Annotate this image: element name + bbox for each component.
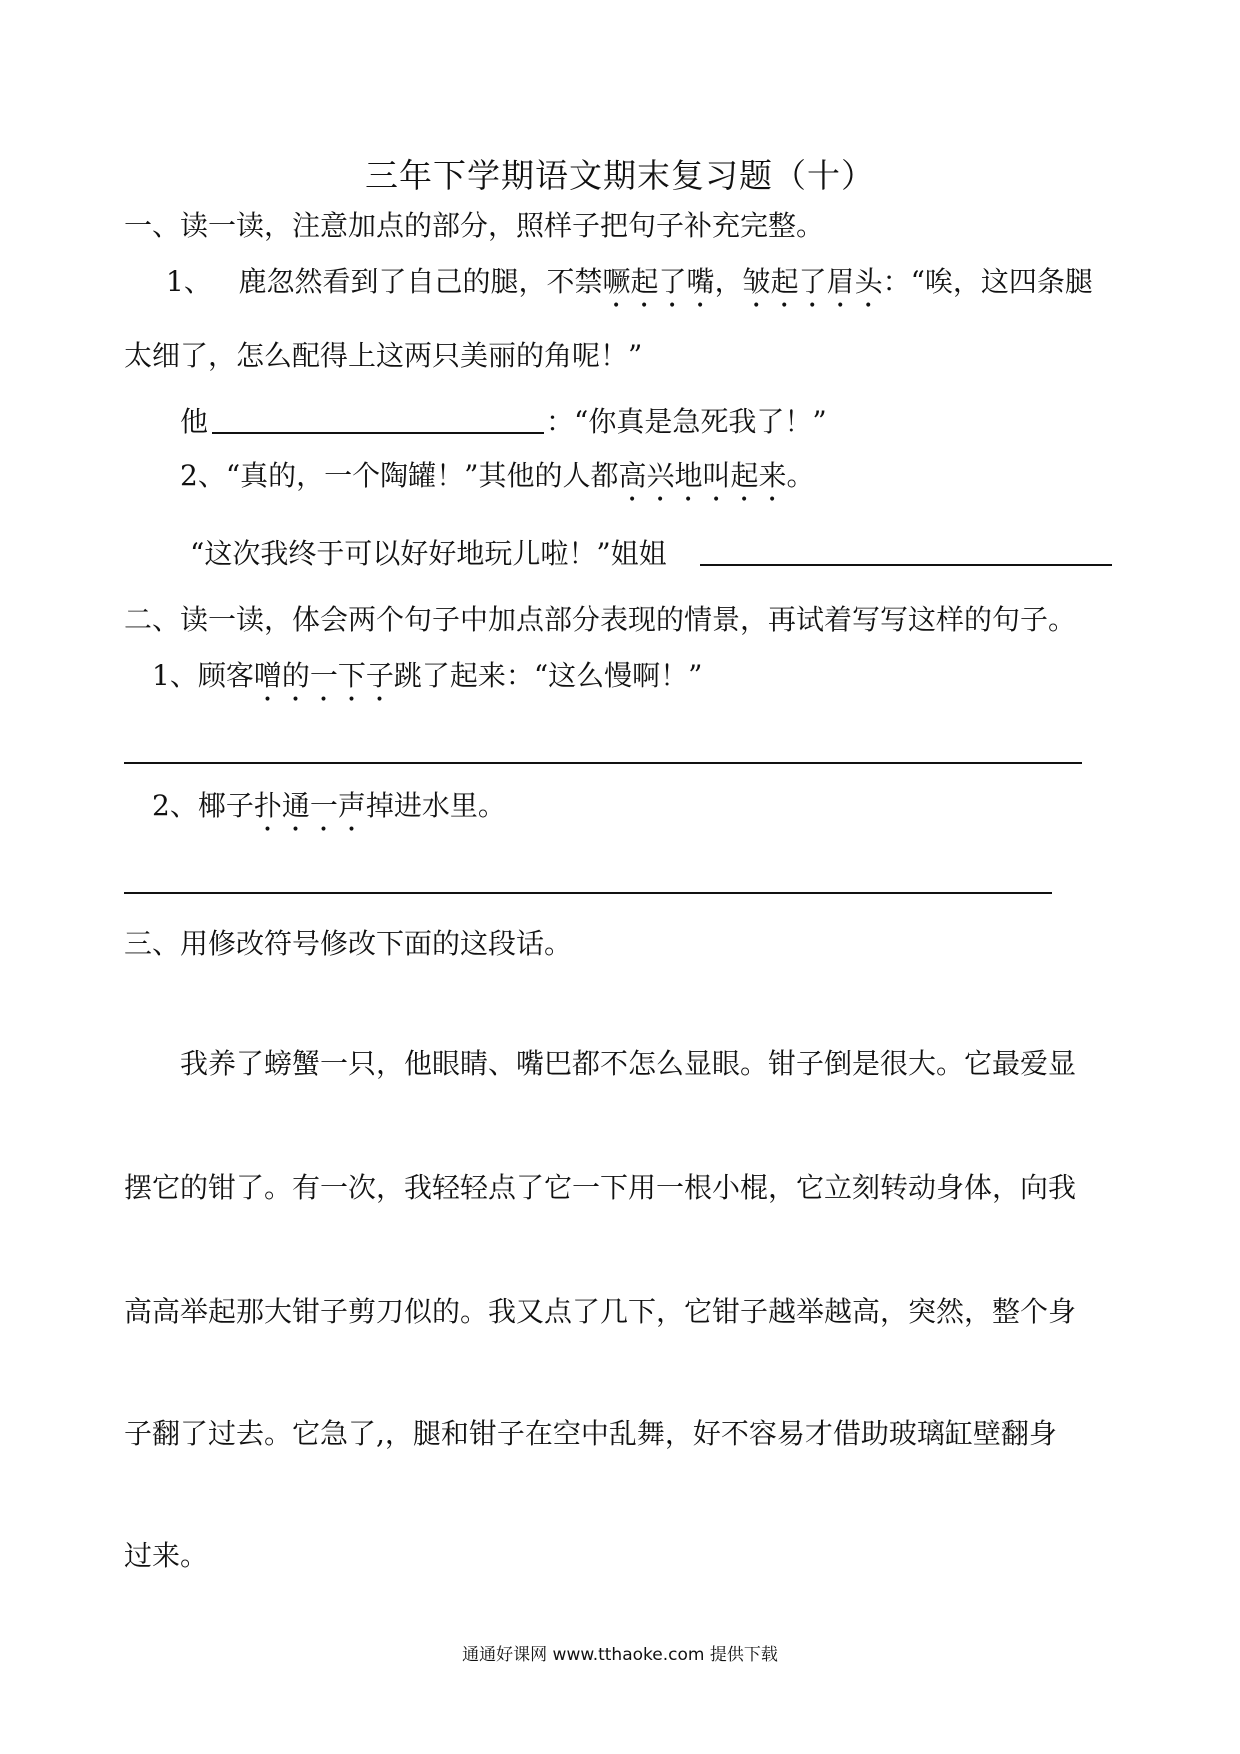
paragraph-line-4: 子翻了过去。它急了,，腿和钳子在空中乱舞，好不容易才借助玻璃缸壁翻身: [124, 1417, 1057, 1450]
section-1-heading: 一、读一读，注意加点的部分，照样子把句子补充完整。: [124, 209, 825, 242]
sentence-text: ，: [714, 265, 743, 298]
answer-line-2[interactable]: [124, 892, 1052, 894]
sentence-text: 1、顾客: [152, 659, 254, 692]
paragraph-line-1: 我养了螃蟹一只，他眼睛、嘴巴都不怎么显眼。钳子倒是很大。它最爱显: [180, 1047, 1077, 1080]
paragraph-line-2: 摆它的钳了。有一次，我轻轻点了它一下用一根小棍，它立刻转动身体，向我: [124, 1171, 1077, 1204]
section-2-heading: 二、读一读，体会两个句子中加点部分表现的情景，再试着写写这样的句子。: [124, 603, 1077, 636]
section-3-heading: 三、用修改符号修改下面的这段话。: [124, 927, 573, 960]
fill-in-sentence-2-text: “这次我终于可以好好地玩儿啦！”姐姐: [190, 537, 667, 570]
sentence-text: 掉进水里。: [365, 789, 506, 822]
section-1-item-1-line-2: 太细了，怎么配得上这两只美丽的角呢！”: [124, 339, 643, 372]
sentence-text: 跳了起来：“这么慢啊！”: [393, 659, 703, 692]
paragraph-line-3: 高高举起那大钳子剪刀似的。我又点了几下，它钳子越举越高，突然，整个身: [124, 1295, 1077, 1328]
section-1-item-2: [180, 456, 814, 508]
emphasized-text: 噌的一下子: [253, 659, 394, 692]
sentence-text: 鹿忽然看到了自己的腿，不禁: [238, 265, 603, 298]
section-1-item-1-line-1: [166, 262, 1093, 314]
page-footer: 通通好课网 www.tthaoke.com 提供下载: [462, 1645, 778, 1665]
item-number: 1、: [166, 265, 212, 298]
sentence-text: 2、“真的，一个陶罐！”其他的人都: [180, 459, 619, 492]
fill-in-sentence-1-label: 他: [180, 405, 209, 438]
emphasized-text: 高兴地叫起来: [618, 459, 787, 492]
answer-line-1[interactable]: [124, 762, 1082, 764]
sentence-text: 2、椰子: [152, 789, 254, 822]
fill-in-sentence-1-text: ：“你真是急死我了！”: [546, 405, 827, 438]
sentence-text: ：“唉，这四条腿: [882, 265, 1093, 298]
section-2-item-2: [152, 786, 506, 838]
paragraph-line-5: 过来。: [124, 1539, 209, 1572]
emphasized-text: 噘起了嘴: [602, 265, 715, 298]
emphasized-text: 扑通一声: [253, 789, 366, 822]
answer-blank-1[interactable]: [212, 432, 544, 434]
answer-blank-2[interactable]: [700, 564, 1112, 566]
section-2-item-1: [152, 656, 702, 708]
emphasized-text: 皱起了眉头: [742, 265, 883, 298]
page-title: 三年下学期语文期末复习题（十）: [365, 156, 875, 195]
sentence-text: 。: [786, 459, 815, 492]
